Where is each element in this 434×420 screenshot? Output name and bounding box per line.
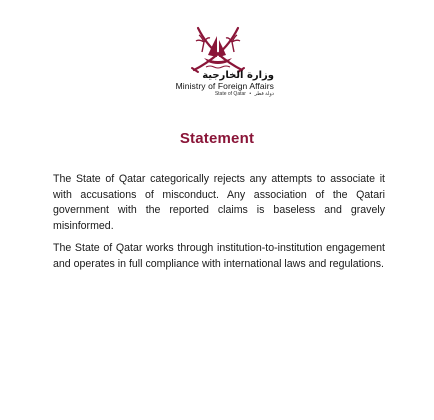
arabic-ministry-name: وزارة الخارجية — [202, 70, 274, 81]
state-name-arabic: دولة قطر — [254, 91, 274, 97]
state-separator: • — [249, 91, 252, 97]
state-line — [160, 91, 276, 98]
state-name-english: State of Qatar — [214, 91, 246, 97]
english-ministry-name: Ministry of Foreign Affairs — [175, 81, 274, 91]
statement-body — [53, 172, 385, 279]
statement-title: Statement — [179, 130, 255, 147]
ministry-logo-text — [160, 70, 276, 98]
statement-paragraph-1: The State of Qatar categorically rejects any attempts to associate it with accusations of misconduct. Any association of the Qatari government with the reported claims is baseless and gravely misinformed. — [53, 173, 385, 232]
statement-paragraph-2: The State of Qatar works through institution-to-institution engagement and operates in full compliance with international laws and regulations. — [53, 242, 385, 270]
